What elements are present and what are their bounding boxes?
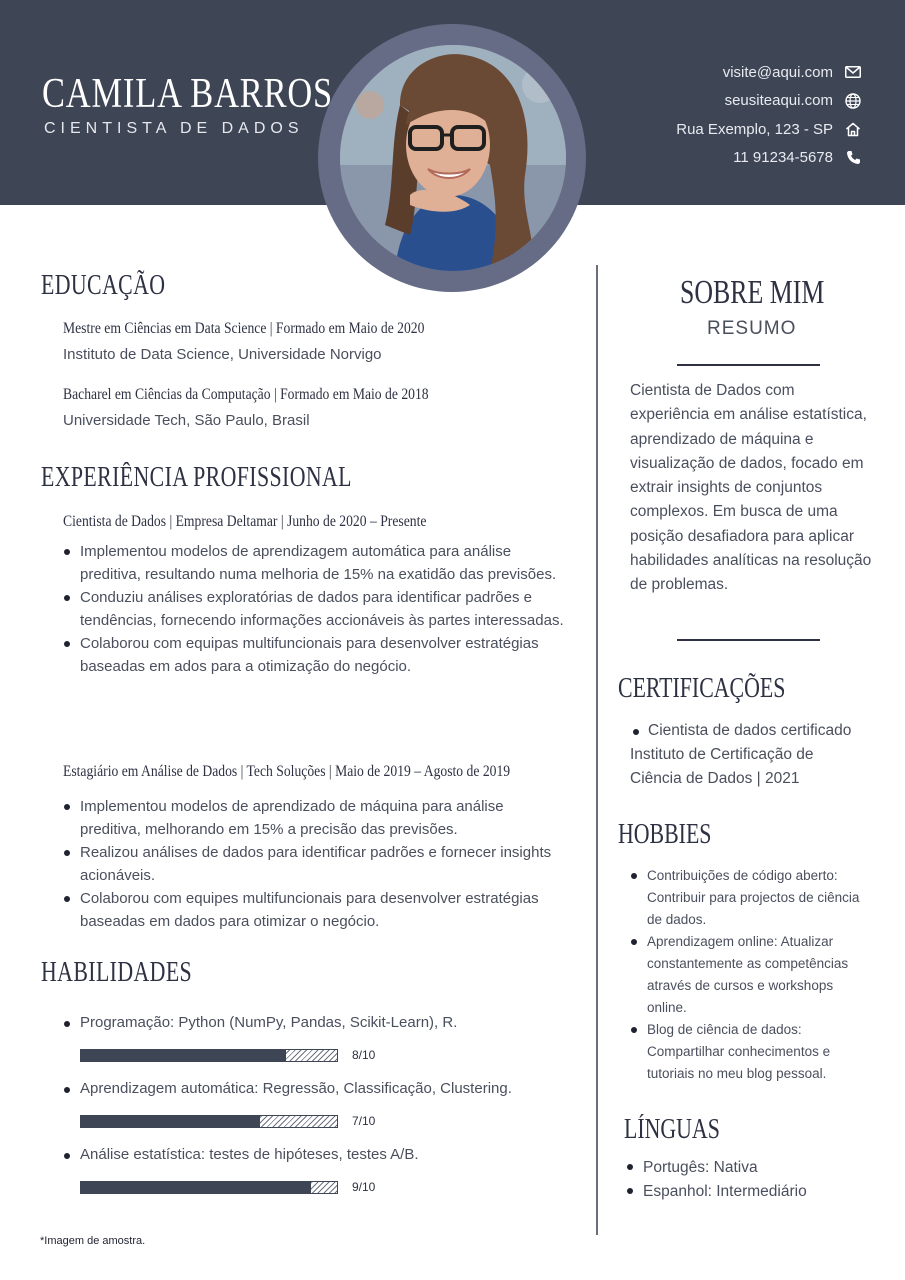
education-school-1: Instituto de Data Science, Universidade Norvigo: [63, 346, 382, 363]
phone-icon: [843, 148, 863, 168]
list-item: Aprendizagem online: Atualizar constantemente as competências através de cursos e workshops online.: [629, 931, 874, 1019]
globe-icon: [843, 91, 863, 111]
about-text: Cientista de Dados com experiência em análise estatística, aprendizado de máquina e visualização de dados, focado em extrair insights de conjuntos complexos. Em busca de uma posição desafiadora para aplicar habilidades analíticas na resolução de problemas.: [630, 382, 872, 594]
list-item: Contribuições de código aberto: Contribuir para projectos de ciência de dados.: [629, 865, 874, 931]
skill-bar-2: [80, 1115, 338, 1128]
candidate-name: CAMILA BARROS: [42, 71, 334, 117]
contact-website-text: seusiteaqui.com: [724, 92, 833, 110]
skill-label-1: Programação: Python (NumPy, Pandas, Scikit-Learn), R.: [63, 1014, 457, 1031]
list-item: Colaborou com equipas multifuncionais para desenvolver estratégias baseadas em ados para a otimização do negócio.: [63, 632, 573, 678]
skill-score-2: 7/10: [352, 1114, 376, 1128]
footnote: *Imagem de amostra.: [40, 1235, 146, 1247]
list-item: Portugês: Nativa: [625, 1156, 875, 1180]
contact-address: [563, 115, 863, 144]
job-bullets-1: [63, 540, 573, 678]
certification-line-2: Instituto de Certificação de: [630, 746, 814, 763]
contact-list: [563, 58, 863, 172]
certification-name: Cientista de dados certificado: [648, 722, 852, 739]
list-item: Colaborou com equipes multifuncionais para desenvolver estratégias baseadas em dados para otimizar o negócio.: [63, 887, 563, 933]
skills-title: HABILIDADES: [41, 957, 193, 988]
experience-title: EXPERIÊNCIA PROFISSIONAL: [41, 462, 352, 493]
list-item: Implementou modelos de aprendizado de máquina para análise preditiva, melhorando em 15% a precisão das previsões.: [63, 795, 563, 841]
skill-label-2: Aprendizagem automática: Regressão, Classificação, Clustering.: [63, 1080, 512, 1097]
profile-photo-illustration: [340, 45, 566, 271]
certification-line-3: Ciência de Dados | 2021: [630, 770, 800, 787]
languages-title: LÍNGUAS: [624, 1114, 720, 1145]
about-rule-bottom: [677, 639, 820, 641]
skill-bar-3: [80, 1181, 338, 1194]
contact-website[interactable]: [563, 87, 863, 116]
education-degree-2: Bacharel em Ciências da Computação | Formado em Maio de 2018: [63, 386, 429, 403]
about-subtitle: RESUMO: [707, 318, 797, 339]
skill-bar-fill-1: [81, 1050, 286, 1061]
job-heading-1: Cientista de Dados | Empresa Deltamar | Junho de 2020 – Presente: [63, 513, 427, 530]
job-bullets-2: [63, 795, 563, 933]
bullet-dot: [633, 729, 639, 735]
education-title: EDUCAÇÃO: [41, 270, 166, 301]
education-school-2: Universidade Tech, São Paulo, Brasil: [63, 412, 310, 429]
list-item: Implementou modelos de aprendizagem automática para análise preditiva, resultando numa melhoria de 15% na exatidão das previsões.: [63, 540, 573, 586]
list-item: Blog de ciência de dados: Compartilhar conhecimentos e tutoriais no meu blog pessoal.: [629, 1019, 874, 1085]
mail-icon: [843, 62, 863, 82]
certification-line-1: [630, 722, 851, 740]
skill-score-1: 8/10: [352, 1048, 376, 1062]
contact-email[interactable]: [563, 58, 863, 87]
certifications-title: CERTIFICAÇÕES: [618, 673, 786, 704]
skill-label-3: Análise estatística: testes de hipóteses, testes A/B.: [63, 1146, 419, 1163]
candidate-role: CIENTISTA DE DADOS: [44, 120, 304, 137]
skill-bar-fill-2: [81, 1116, 260, 1127]
skill-bar-fill-3: [81, 1182, 311, 1193]
hobbies-list: [629, 865, 874, 1085]
list-item: Conduziu análises exploratórias de dados para identificar padrões e tendências, fornecendo informações accionáveis às partes interessadas.: [63, 586, 573, 632]
hobbies-title: HOBBIES: [618, 819, 712, 850]
skill-score-3: 9/10: [352, 1180, 376, 1194]
list-item: Realizou análises de dados para identificar padrões e fornecer insights acionáveis.: [63, 841, 563, 887]
profile-photo: [340, 45, 566, 271]
skill-bar-1: [80, 1049, 338, 1062]
column-divider: [596, 265, 598, 1235]
list-item: Espanhol: Intermediário: [625, 1180, 875, 1204]
about-rule-top: [677, 364, 820, 366]
contact-email-text: visite@aqui.com: [722, 63, 833, 81]
home-icon: [843, 119, 863, 139]
about-title: SOBRE MIM: [680, 274, 825, 311]
languages-list: [625, 1156, 875, 1204]
job-heading-2: Estagiário em Análise de Dados | Tech Soluções | Maio de 2019 – Agosto de 2019: [63, 763, 511, 780]
contact-phone-text: 11 91234-5678: [733, 149, 833, 167]
contact-phone[interactable]: [563, 144, 863, 173]
education-degree-1: Mestre em Ciências em Data Science | Formado em Maio de 2020: [63, 320, 425, 337]
contact-address-text: Rua Exemplo, 123 - SP: [676, 120, 833, 138]
